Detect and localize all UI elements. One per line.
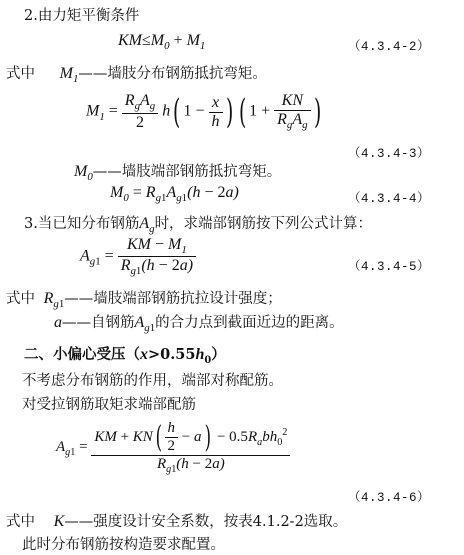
definition-prefix: 式中 <box>6 514 35 530</box>
equation-4-3-4-4: $M_0 = R_{g1}A_{g1}(h - 2a)$ <box>110 184 239 205</box>
equation-tag-5: （4.3.4-5） <box>348 260 431 274</box>
definition-m0 <box>74 160 281 183</box>
section-two-heading: 二、小偏心受压$(x>0.55h_0)$ <box>24 346 226 366</box>
definition-text: ——强度设计安全系数，按表4.1.2-2选取。 <box>64 514 348 530</box>
definition-k <box>6 510 347 531</box>
symbol-m: M <box>59 65 73 82</box>
equation-tag-6: （4.3.4-6） <box>348 491 431 505</box>
definition-prefix: 式中 <box>6 66 35 82</box>
section-two-heading-end: ） <box>211 346 226 363</box>
equation-tag-4: （4.3.4-4） <box>348 192 431 206</box>
section-2-heading: 2.由力矩平衡条件 <box>24 8 140 24</box>
section-two-heading-text: 二、小偏心受压（ <box>24 346 140 363</box>
equation-4-3-4-2: $KM\le M_0 + M_1$ <box>118 32 206 53</box>
definition-text: ——墙肢端部钢筋抗拉设计强度； <box>64 291 282 307</box>
section-3-text-a: 3.当已知分布钢筋 <box>24 216 140 232</box>
definition-text-a: ——自钢筋 <box>62 315 135 331</box>
equation-4-3-4-6: $A_{g1}$ = KM + KN( $\frac{h}{2}$ − $a) - 0.5R_abh_0^2$ $R_{g1}(h - 2a)$ <box>56 420 290 475</box>
definition-rg1: 式中 $R_{g1}——$墙肢端部钢筋抗拉设计强度； <box>6 290 282 311</box>
definition-text-b: 的合力点到截面近边的距离。 <box>155 315 344 331</box>
symbol-sub: 0 <box>87 171 93 184</box>
definition-text: ——墙肢端部钢筋抵抗弯矩。 <box>92 164 282 180</box>
definition-prefix: 式中 <box>6 291 35 307</box>
definition-a: a——自钢筋$A_{g1}$的合力点到截面近边的距离。 <box>54 314 344 335</box>
equation-tag-3: （4.3.4-3） <box>348 147 431 161</box>
definition-m1 <box>6 62 267 85</box>
symbol-k: K <box>53 513 65 530</box>
closing-line: 此时分布钢筋按构造要求配置。 <box>22 537 225 553</box>
equation-tag-2: （4.3.4-2） <box>348 40 431 54</box>
equation-4-3-4-3: $M_1$ = $\frac{R_gA_g}{2}$ h( 1 − $\frac{x}{h}$ ) ( 1 + $\frac{KN}{R_gA_g}$ ) <box>86 92 321 132</box>
symbol-sub: g <box>149 223 155 236</box>
paragraph-1: 不考虑分布钢筋的作用，端部对称配筋。 <box>22 373 283 389</box>
definition-text: ——墙肢分布钢筋抵抗弯矩。 <box>78 66 267 82</box>
symbol-sub: 1 <box>72 73 79 86</box>
symbol-m: M <box>74 163 88 180</box>
symbol-a: A <box>139 215 150 232</box>
equation-4-3-4-5: $A_{g1}$ = $\frac{KM - M_1}{R_{g1}(h - 2a)}$ <box>80 236 196 277</box>
paragraph-2: 对受拉钢筋取矩求端部配筋 <box>22 397 196 413</box>
section-3-text-b: 时，求端部钢筋按下列公式计算： <box>154 216 373 232</box>
section-3-text <box>24 212 372 235</box>
